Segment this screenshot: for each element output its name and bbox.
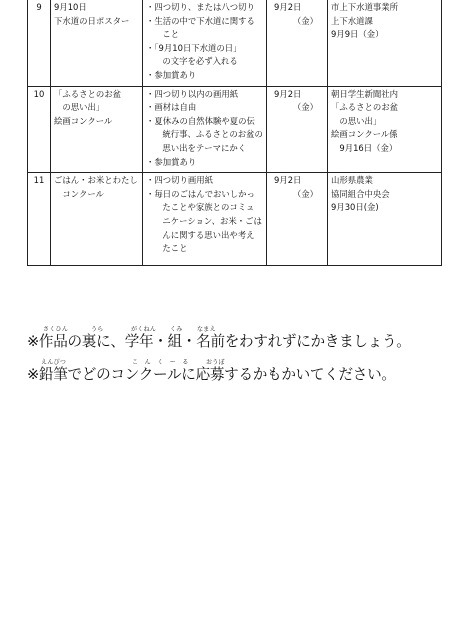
instruction-note: [27, 359, 437, 382]
instruction-note: [27, 326, 437, 349]
furigana: くみ: [170, 326, 183, 333]
submission-weekday: （金）: [292, 102, 318, 113]
contest-requirements: [143, 86, 267, 173]
contest-table: [27, 0, 442, 266]
contest-requirements: [143, 0, 267, 86]
requirement-item: ・画材は自由: [146, 102, 197, 113]
requirement-item: ・生活の中で下水道に関する こと: [146, 15, 255, 40]
contest-name: 9月10日 下水道の日ポスター: [51, 0, 143, 86]
requirement-item: ・四つ切り以内の画用紙: [146, 88, 239, 99]
requirement-item: ・「9月10日下水道の日」 の文字を必ず入れる: [146, 42, 242, 67]
furigana: がくねん: [131, 326, 157, 333]
requirement-item: ・夏休みの自然体験や夏の伝 統行事、ふるさとのお盆の 思い出をテーマにかく: [146, 115, 263, 153]
contest-table-body: [28, 0, 442, 266]
submission-date: [267, 86, 328, 173]
table-row: [28, 0, 442, 86]
submission-destination: 山形県農業 協同組合中央会 9月30日(金): [328, 173, 442, 266]
entry-number: 10: [28, 86, 51, 173]
table-row: [28, 173, 442, 266]
submission-date-value: 9月2日: [274, 88, 302, 99]
furigana: うら: [91, 326, 104, 333]
instruction-text: ※鉛筆でどのコンクールに応募するかもかいてください。: [27, 366, 396, 383]
submission-date-value: 9月2日: [274, 175, 302, 186]
requirement-item: ・四つ切り画用紙: [146, 175, 213, 186]
entry-number: 9: [28, 0, 51, 86]
requirement-item: ・参加賞あり: [146, 69, 197, 80]
notes-section: [27, 326, 437, 392]
table-row: [28, 86, 442, 173]
submission-weekday: （金）: [292, 15, 318, 26]
submission-destination: 朝日学生新聞社内 「ふるさとのお盆 の思い出」 絵画コンクール係 9月16日（金）: [328, 86, 442, 173]
submission-date: [267, 173, 328, 266]
instruction-text: ※作品の裏に、学年・組・名前をわすれずにかきましょう。: [27, 333, 411, 350]
furigana: おうぼ: [206, 359, 225, 366]
furigana: こ ん く ー る: [132, 359, 189, 366]
entry-number: 11: [28, 173, 51, 266]
contest-requirements: [143, 173, 267, 266]
requirement-item: ・毎日のごはんでおいしかっ たことや家族とのコミュ ニケーション、お米・ごは んに関する思い出や考え たこと: [146, 188, 262, 254]
requirement-item: ・四つ切り、または八つ切り: [146, 2, 255, 12]
furigana: えんぴつ: [41, 359, 67, 366]
submission-date-value: 9月2日: [274, 2, 302, 12]
submission-date: [267, 0, 328, 86]
submission-weekday: （金）: [292, 188, 318, 199]
contest-name: ごはん・お米とわたし コンクール: [51, 173, 143, 266]
furigana: さくひん: [43, 326, 69, 333]
requirement-item: ・参加賞あり: [146, 156, 197, 167]
contest-name: 「ふるさとのお盆 の思い出」 絵画コンクール: [51, 86, 143, 173]
submission-destination: 市上下水道事業所 上下水道課 9月9日（金）: [328, 0, 442, 86]
furigana: なまえ: [197, 326, 216, 333]
